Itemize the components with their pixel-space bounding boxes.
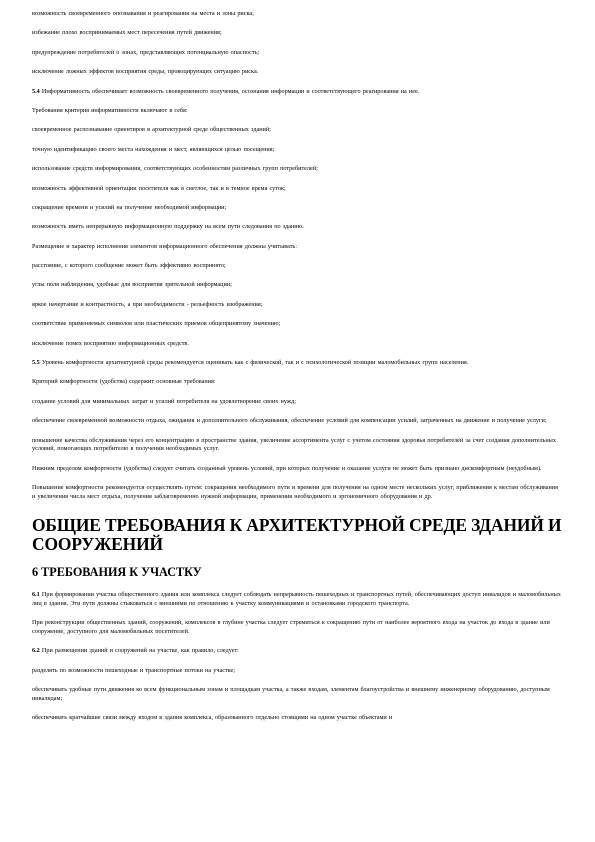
paragraph [32, 437, 563, 455]
paragraph [32, 107, 563, 116]
paragraph-text: исключение помех восприятию информационных средств. [32, 339, 189, 347]
paragraph-text: предупреждение потребителей о зонах, представляющих потенциальную опасность; [32, 48, 260, 56]
paragraph-text: повышение качества обслуживания через его концентрацию в пространстве здания, увеличение ассортимента услуг с учетом состояния здоровья потребителей за счет создания дополнительных условий, помогающих потребителю в получении необходимых услуг. [32, 436, 556, 453]
paragraph-text: возможность иметь непрерывную информационную поддержку на всем пути следования по зданию. [32, 223, 304, 231]
paragraph-text: При размещении зданий и сооружений на участке, как правило, следует: [39, 647, 239, 655]
paragraph-text: возможность своевременного опознавания и реагирования на места и зоны риска; [32, 10, 254, 17]
paragraph [32, 320, 563, 329]
section-title: ОБЩИЕ ТРЕБОВАНИЯ К АРХИТЕКТУРНОЙ СРЕДЕ ЗДАНИЙ И СООРУЖЕНИЙ [32, 514, 562, 554]
paragraph [32, 281, 563, 290]
paragraph-text: сокращение времени и усилий на получение необходимой информации; [32, 203, 227, 211]
paragraph-text: разделять по возможности пешеходные и транспортные потоки на участке; [32, 666, 235, 674]
paragraph-text: использование средств информирования, соответствующих особенностям различных групп потребителей; [32, 165, 318, 173]
paragraph [32, 88, 563, 97]
paragraph [32, 417, 563, 426]
paragraph [32, 465, 563, 474]
paragraph-text: Повышение комфортности рекомендуется осуществлять путем: сокращения необходимого пути и времени для получения на одном месте нескольких услуг, приближения к местам обслуживания и увеличения числа мест отдыха, получения заблаговременно нужной информации, применения необходимого и эргономичного оборудования и др. [32, 484, 558, 500]
paragraph-text: Размещение и характер исполнения элементов информационного обеспечения должны учитывать: [32, 242, 297, 250]
clause-number: 6.1 [32, 590, 40, 598]
paragraph-text: обеспечивать удобные пути движения ко всем функциональным зонам и площадкам участка, а также входам, элементам благоустройства и внешнему инженерному оборудованию, доступным инвалидам; [32, 685, 550, 702]
paragraph [32, 68, 563, 77]
body-text-bottom [32, 591, 563, 723]
paragraph-text: избежание плохо воспринимаемых мест пересечения путей движения; [32, 29, 222, 37]
paragraph-text: Критерий комфортности (удобства) содержит основные требования: [32, 378, 216, 386]
paragraph [32, 49, 563, 58]
paragraph [32, 146, 563, 155]
paragraph-text: расстояние, с которого сообщение может быть эффективно воспринято; [32, 262, 226, 270]
paragraph-text: яркое начертание и контрастность, а при необходимости - рельефность изображения; [32, 300, 263, 308]
paragraph [32, 667, 563, 676]
paragraph-text: Информативность обеспечивает возможность своевременного получения, осознания информации и соответствующего реагирования на нее. [39, 87, 420, 95]
paragraph [32, 301, 563, 310]
paragraph-text: обеспечение своевременной возможности отдыха, ожидания и дополнительного обслуживания, обеспечение условий для компенсации усилий, затраченных на движение и получение услуги; [32, 417, 547, 425]
paragraph-text: Нижним пределом комфортности (удобства) следует считать созданный уровень условий, при которых получение и оказание услуги не может быть признано дискомфортным (неудобным). [32, 464, 542, 472]
paragraph-text: углы поля наблюдения, удобные для восприятия зрительной информации; [32, 281, 232, 289]
paragraph [32, 29, 563, 38]
paragraph-text: своевременное распознавание ориентиров в архитектурной среде общественных зданий; [32, 126, 271, 134]
paragraph [32, 185, 563, 194]
paragraph-text: Уровень комфортности архитектурной среды рекомендуется оценивать как с физической, так и с психологической позиции маломобильных групп населения. [39, 359, 469, 367]
paragraph [32, 262, 563, 271]
paragraph-text: обеспечивать кратчайшие связи между входом в здания комплекса, образованного отдельно стоящими на одном участке объектами и [32, 714, 393, 722]
paragraph [32, 10, 563, 19]
clause-number: 6.2 [32, 647, 40, 655]
paragraph [32, 340, 563, 349]
paragraph-text: При реконструкции общественных зданий, сооружений, комплексов в глубине участка следует стремиться к сокращению пути от наиболее вероятного входа на участок до входа в здание или сооружение, доступного для маломобильных посетителей. [32, 618, 550, 635]
paragraph [32, 126, 563, 135]
clause-number: 5.4 [32, 87, 40, 95]
paragraph [32, 165, 563, 174]
paragraph [32, 204, 563, 213]
paragraph [32, 619, 563, 637]
paragraph-text: исключение ложных эффектов восприятия среды, провоцирующих ситуацию риска. [32, 68, 259, 76]
paragraph-text: создание условий для минимальных затрат и усилий потребителя на удовлетворение своих нужд; [32, 397, 296, 405]
paragraph [32, 359, 563, 368]
paragraph [32, 686, 563, 704]
paragraph [32, 398, 563, 407]
body-text-top [32, 10, 563, 502]
paragraph-text: Требования критерия информативности включают в себя: [32, 106, 188, 114]
paragraph-text: точную идентификацию своего места нахождения и мест, являющихся целью посещения; [32, 145, 275, 153]
paragraph [32, 223, 563, 232]
subsection-title: 6 ТРЕБОВАНИЯ К УЧАСТКУ [32, 564, 202, 579]
paragraph-text: соответствие применяемых символов или пластических приемов общепринятому значению; [32, 320, 281, 328]
paragraph [32, 647, 563, 656]
paragraph [32, 484, 563, 502]
clause-number: 5.5 [32, 359, 40, 367]
paragraph-text: возможность эффективной ориентации посетителя как в светлое, так и в темное время суток; [32, 184, 286, 192]
paragraph [32, 243, 563, 252]
paragraph [32, 378, 563, 387]
paragraph-text: При формировании участка общественного здания или комплекса следует соблюдать непрерывность пешеходных и транспортных путей, обеспечивающих доступ инвалидов и маломобильных лиц в здания. Эти пути должны стыковаться с внешними по отношению к участку коммуникациями и остановками городского транспорта. [32, 590, 561, 607]
paragraph [32, 714, 563, 723]
paragraph [32, 591, 563, 609]
